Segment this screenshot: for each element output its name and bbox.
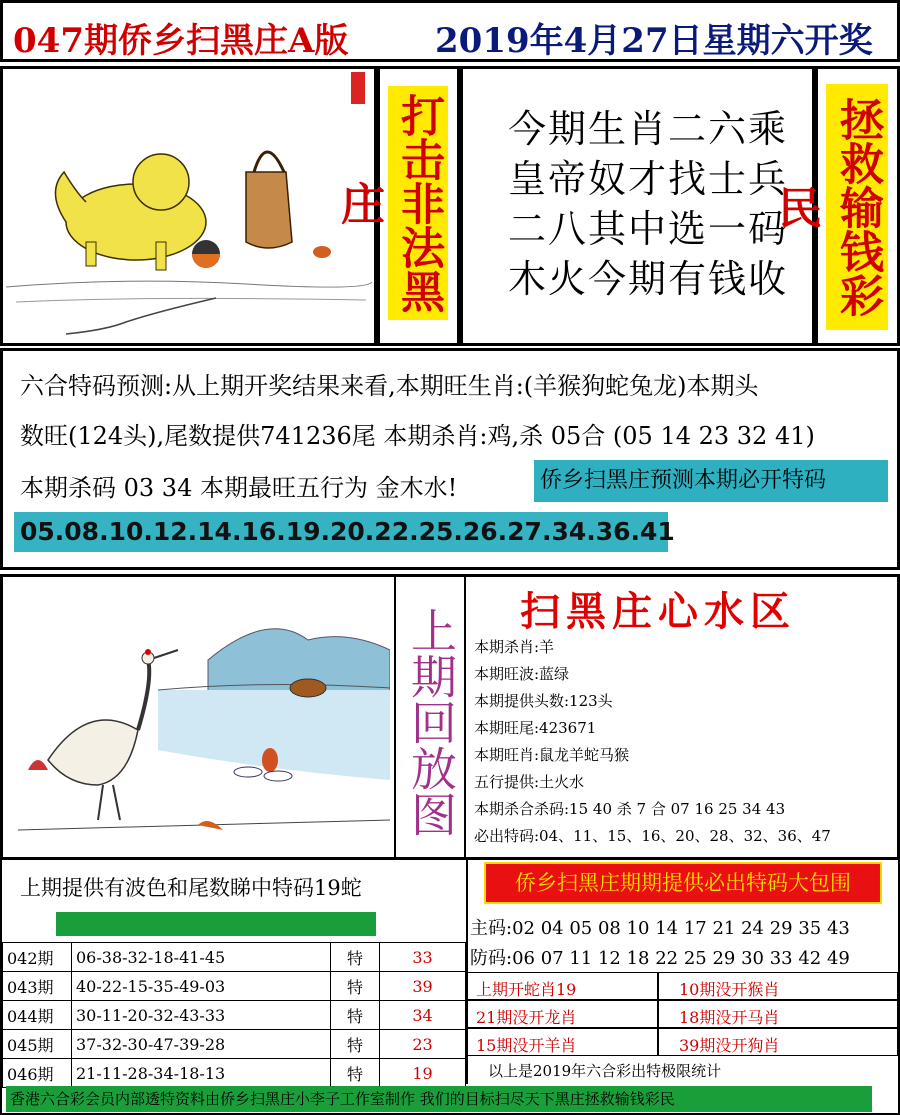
review-vertical-title: 上期回放图: [404, 607, 458, 837]
stat-cell: 21期没开龙肖: [468, 1000, 658, 1028]
special-cell: 33: [380, 943, 466, 972]
table-row: [3, 1001, 466, 1030]
numbers-cell: 40-22-15-35-49-03: [72, 972, 331, 1001]
right-vertical-banner: 拯救输钱彩民: [826, 84, 888, 330]
stat-cell: 39期没开狗肖: [658, 1028, 898, 1056]
period-cell: 044期: [3, 1001, 72, 1030]
special-cell: 19: [380, 1059, 466, 1088]
review-item: 本期杀肖:羊: [474, 638, 555, 656]
title-blue: 2019年4月27日星期六开奖: [435, 21, 873, 61]
te-cell: 特: [331, 1001, 380, 1030]
te-cell: 特: [331, 972, 380, 1001]
stat-cell: 15期没开羊肖: [468, 1028, 658, 1056]
te-cell: 特: [331, 1030, 380, 1059]
review-item: 本期旺尾:423671: [474, 719, 597, 737]
last-period-caption: 上期提供有波色和尾数睇中特码19蛇: [20, 876, 362, 900]
prediction-line: 数旺(124头),尾数提供741236尾 本期杀肖:鸡,杀 05合 (05 14 23 32 41): [20, 422, 815, 450]
history-table-wrap: [2, 942, 466, 1088]
table-row: [3, 943, 466, 972]
prediction-text: [20, 416, 890, 451]
stat-cell: 上期开蛇肖19: [468, 972, 658, 1000]
review-heading: 扫黑庄心水区: [520, 588, 796, 635]
te-cell: 特: [331, 943, 380, 972]
poem-line: 木火今期有钱收: [508, 257, 789, 301]
review-item: 必出特码:04、11、15、16、20、28、32、36、47: [474, 827, 831, 845]
numbers-cell: 37-32-30-47-39-28: [72, 1030, 331, 1059]
predicted-numbers: 05.08.10.12.14.16.19.20.22.25.26.27.34.36.41: [14, 512, 668, 552]
period-cell: 043期: [3, 972, 72, 1001]
stats-note: 以上是2019年六合彩出特极限统计: [488, 1062, 722, 1080]
review-item: 本期旺波:蓝绿: [474, 665, 570, 683]
header-bar: [0, 0, 900, 62]
dog-illustration: [6, 72, 372, 340]
footer-bar: 香港六合彩会员内部透特资料由侨乡扫黑庄小李子工作室制作 我们的目标扫尽天下黑庄拯救输钱彩民: [6, 1086, 872, 1112]
numbers-cell: 06-38-32-18-41-45: [72, 943, 331, 972]
table-row: [3, 972, 466, 1001]
table-row: [3, 1059, 466, 1088]
prediction-line: 六合特码预测:从上期开奖结果来看,本期旺生肖:(羊猴狗蛇兔龙)本期头: [20, 372, 759, 400]
stats-grid: [468, 972, 898, 1084]
divider: [457, 66, 463, 346]
special-cell: 34: [380, 1001, 466, 1030]
main-codes: 主码:02 04 05 08 10 14 17 21 24 29 35 43: [470, 918, 850, 939]
review-list: [474, 634, 894, 850]
stat-cell: 18期没开马肖: [658, 1000, 898, 1028]
numbers-cell: 21-11-28-34-18-13: [72, 1059, 331, 1088]
history-table: [2, 942, 466, 1088]
guard-codes: 防码:06 07 11 12 18 22 25 29 30 33 42 49: [470, 948, 850, 969]
right-red-banner: 侨乡扫黑庄期期提供必出特码大包围: [484, 862, 882, 904]
review-item: 本期提供头数:123头: [474, 692, 613, 710]
prediction-text: [20, 468, 540, 503]
te-cell: 特: [331, 1059, 380, 1088]
special-cell: 23: [380, 1030, 466, 1059]
divider: [464, 576, 466, 858]
stat-cell: 10期没开猴肖: [658, 972, 898, 1000]
prediction-line: 本期杀码 03 34 本期最旺五行为 金木水!: [20, 474, 458, 502]
divider: [394, 576, 396, 858]
special-cell: 39: [380, 972, 466, 1001]
green-bar: [56, 912, 376, 936]
must-open-badge: 侨乡扫黑庄预测本期必开特码: [534, 460, 888, 502]
crane-illustration: [8, 580, 390, 854]
prediction-text: [20, 366, 890, 401]
period-cell: 045期: [3, 1030, 72, 1059]
left-vertical-banner: 打击非法黑庄: [388, 86, 448, 320]
review-item: 五行提供:土火水: [474, 773, 585, 791]
poem: [508, 104, 798, 304]
poem-line: 今期生肖二六乘: [508, 107, 789, 151]
title-red: 047期侨乡扫黑庄A版: [13, 21, 349, 61]
period-cell: 042期: [3, 943, 72, 972]
table-row: [3, 1030, 466, 1059]
poem-line: 二八其中选一码: [508, 207, 789, 251]
review-item: 本期杀合杀码:15 40 杀 7 合 07 16 25 34 43: [474, 800, 786, 818]
period-cell: 046期: [3, 1059, 72, 1088]
review-item: 本期旺肖:鼠龙羊蛇马猴: [474, 746, 630, 764]
poem-line: 皇帝奴才找士兵: [508, 157, 789, 201]
numbers-cell: 30-11-20-32-43-33: [72, 1001, 331, 1030]
